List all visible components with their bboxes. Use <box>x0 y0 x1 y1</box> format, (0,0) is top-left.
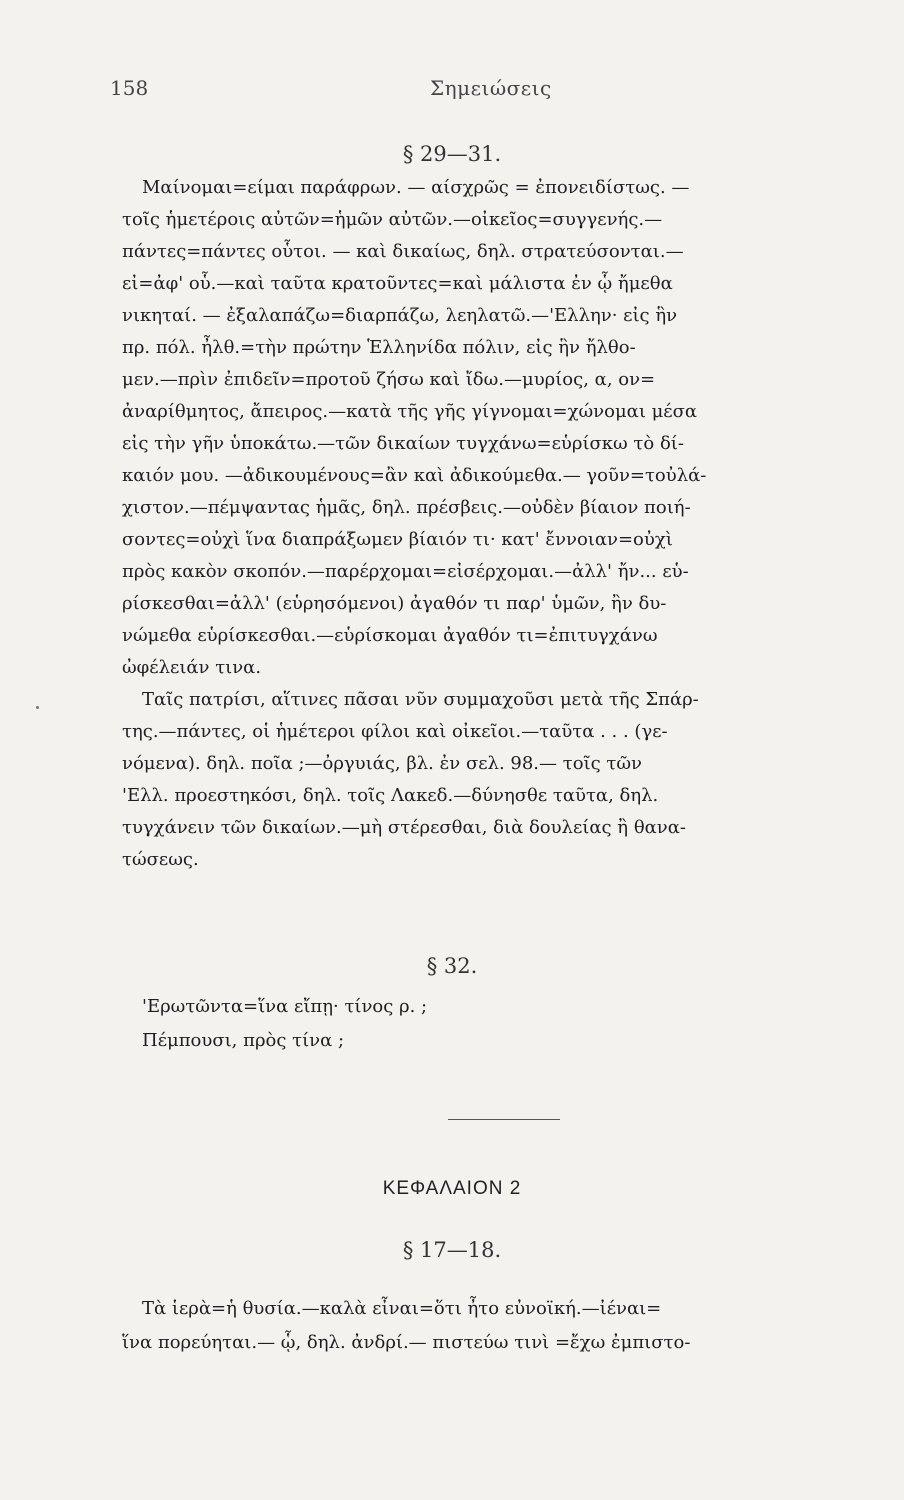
margin-speck <box>36 706 39 709</box>
text-line: τοῖς ἡμετέροις αὐτῶν=ἡμῶν αὐτῶν.—οἰκεῖος=συγγενής.— <box>122 209 663 230</box>
text-line: ρίσκεσθαι=ἀλλ' (εὑρησόμενοι) ἀγαθόν τι παρ' ὑμῶν, ἢν δυ- <box>122 593 667 614</box>
chapter-heading: ΚΕΦΑΛΑΙΟΝ 2 <box>382 1178 522 1199</box>
text-line: ἵνα πορεύηται.— ᾧ, δηλ. ἀνδρί.— πιστεύω τινὶ =ἔχω ἐμπιστο- <box>122 1332 691 1353</box>
section-heading: § 29—31. <box>402 142 502 166</box>
section-heading: § 32. <box>426 954 478 978</box>
running-title: Σημειώσεις <box>430 76 552 100</box>
page-header <box>0 76 904 106</box>
text-line: νώμεθα εὑρίσκεσθαι.—εὑρίσκομαι ἀγαθόν τι=ἐπιτυγχάνω <box>122 625 658 646</box>
notes-block-29-31 <box>122 172 878 876</box>
text-line: ἀναρίθμητος, ἄπειρος.—κατὰ τῆς γῆς γίγνομαι=χώνομαι μέσα <box>122 401 698 422</box>
text-line: μεν.—πρὶν ἐπιδεῖν=προτοῦ ζήσω καὶ ἴδω.—μυρίος, α, ον= <box>122 369 656 390</box>
text-line: Μαίνομαι=είμαι παράφρων. — αίσχρῶς = ἐπονειδίστως. — <box>142 177 690 198</box>
section-heading: § 17—18. <box>402 1238 502 1262</box>
text-line: εἰς τὴν γῆν ὑποκάτω.—τῶν δικαίων τυγχάνω=εὑρίσκω τὸ δί- <box>122 433 684 454</box>
notes-block-17-18 <box>122 1292 878 1360</box>
text-line: Ταῖς πατρίσι, αἵτινες πᾶσαι νῦν συμμαχοῦσι μετὰ τῆς Σπάρ- <box>142 689 699 710</box>
text-line: εἰ=ἀφ' οὗ.—καὶ ταῦτα κρατοῦντες=καὶ μάλιστα ἐν ᾧ ἤμεθα <box>122 273 673 294</box>
text-line: πρ. πόλ. ἦλθ.=τὴν πρώτην Ἑλληνίδα πόλιν, εἰς ἣν ἤλθο- <box>122 337 636 358</box>
text-line: πάντες=πάντες οὗτοι. — καὶ δικαίως, δηλ. στρατεύσονται.— <box>122 241 684 262</box>
text-line: Πέμπουσι, πρὸς τίνα ; <box>142 1030 345 1051</box>
text-line: Τὰ ἱερὰ=ἡ θυσία.—καλὰ εἶναι=ὅτι ἦτο εὐνοϊκή.—ἰέναι= <box>142 1298 662 1319</box>
text-line: τυγχάνειν τῶν δικαίων.—μὴ στέρεσθαι, διὰ δουλείας ἢ θανα- <box>122 817 686 838</box>
text-line: 'Ερωτῶντα=ἵνα εἴπῃ· τίνος ρ. ; <box>142 996 428 1017</box>
text-line: χιστον.—πέμψαντας ἡμᾶς, δηλ. πρέσβεις.—οὐδὲν βίαιον ποιή- <box>122 497 691 518</box>
section-divider <box>448 1119 560 1120</box>
notes-block-32 <box>122 990 878 1058</box>
text-line: πρὸς κακὸν σκοπόν.—παρέρχομαι=εἰσέρχομαι.—ἀλλ' ἤν... εὑ- <box>122 561 689 582</box>
text-line: καιόν μου. —ἀδικουμένους=ἂν καὶ ἀδικούμεθα.— γοῦν=τοὐλά- <box>122 465 707 486</box>
page-number: 158 <box>110 76 149 100</box>
text-line: τώσεως. <box>122 849 199 870</box>
text-line: 'Ελλ. προεστηκόσι, δηλ. τοῖς Λακεδ.—δύνησθε ταῦτα, δηλ. <box>122 785 659 806</box>
text-line: νικηταί. — ἐξαλαπάζω=διαρπάζω, λεηλατῶ.—'Ελλην· εἰς ἣν <box>122 305 678 326</box>
text-line: της.—πάντες, οἱ ἡμέτεροι φίλοι καὶ οἰκεῖοι.—ταῦτα . . . (γε- <box>122 721 668 742</box>
text-line: νόμενα). δηλ. ποῖα ;—ὀργυιάς, βλ. ἐν σελ. 98.— τοῖς τῶν <box>122 753 642 774</box>
text-line: σοντες=οὐχὶ ἵνα διαπράξωμεν βίαιόν τι· κατ' ἔννοιαν=οὐχὶ <box>122 529 673 550</box>
text-line: ὠφέλειάν τινα. <box>122 657 262 678</box>
